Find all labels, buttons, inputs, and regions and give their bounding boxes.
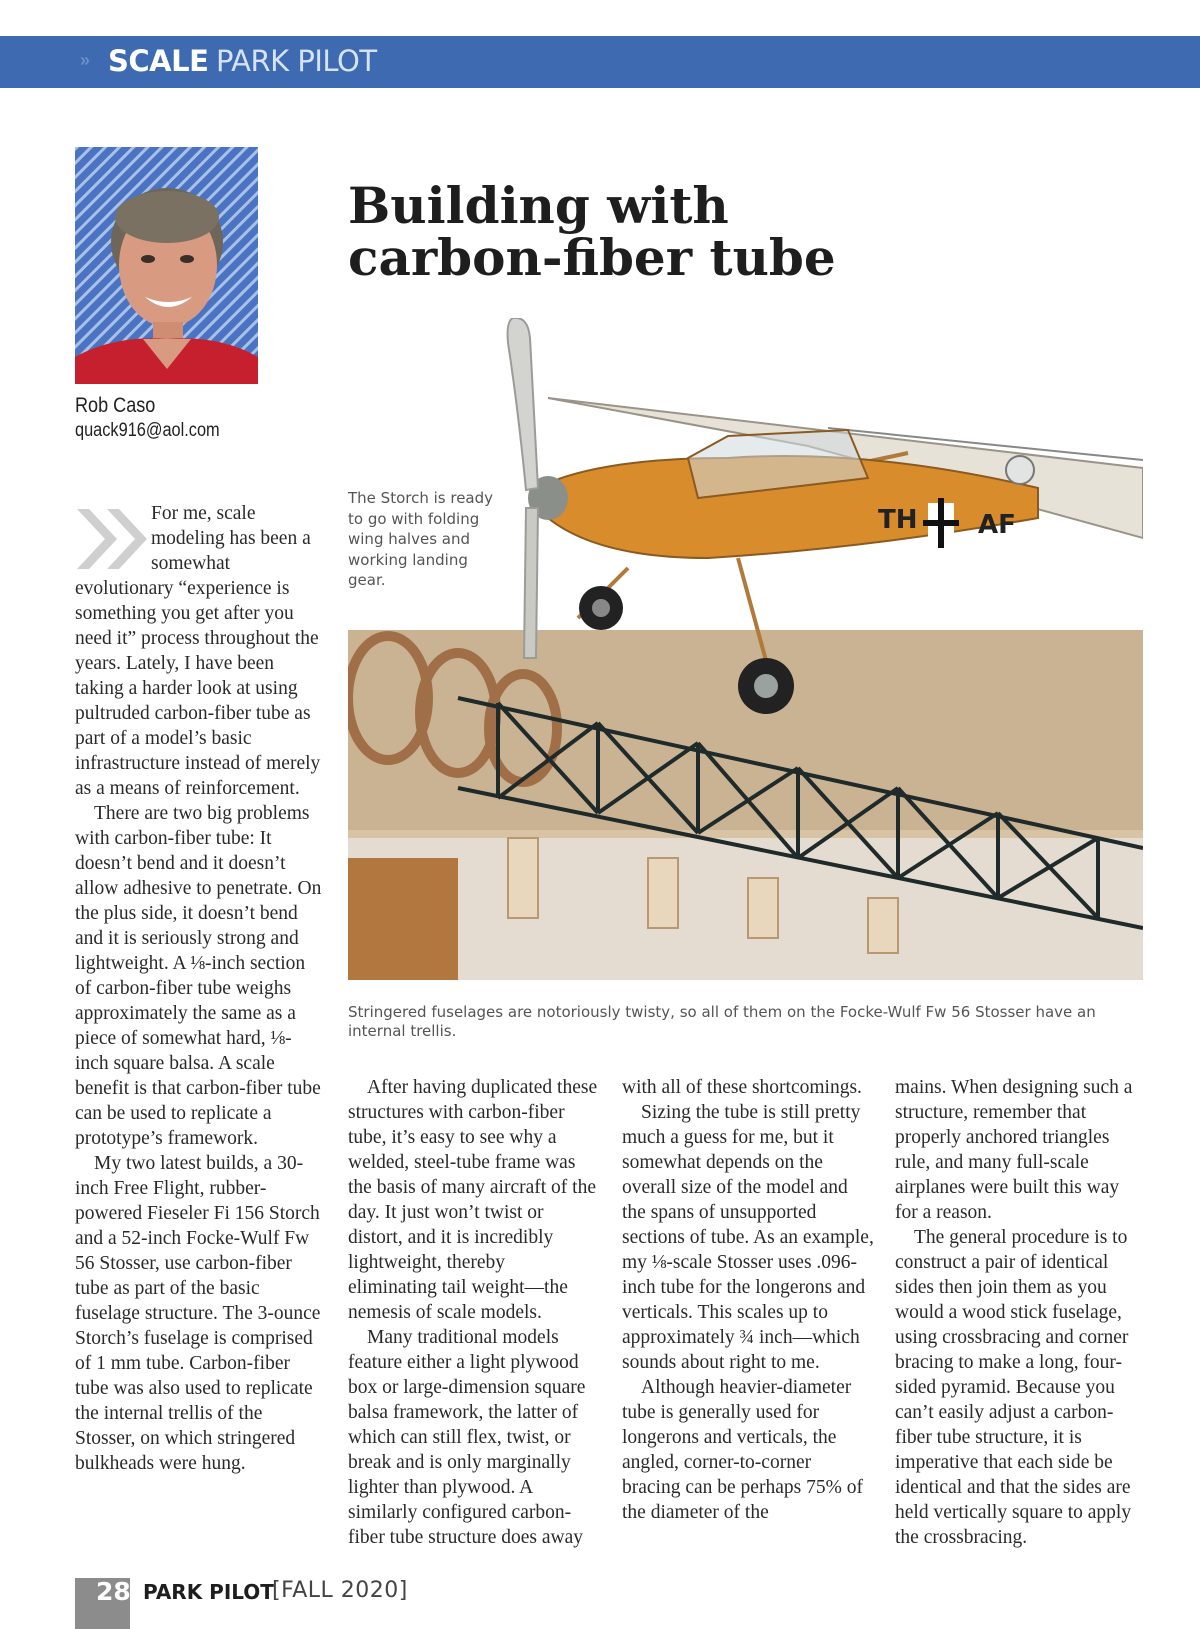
title-line-2: carbon-fiber tube (348, 228, 836, 287)
paragraph: After having duplicated these structures with carbon-fiber tube, it’s easy to see why a welded, steel-tube frame was the basis of many aircraft of the day. It just won’t twist or distort, and it is incredibly lightweight, thereby eliminating tail weight—the nemesis of scale models. (348, 1077, 598, 1323)
paragraph: My two latest builds, a 30-inch Free Flight, rubber-powered Fieseler Fi 156 Storch and a 52-inch Focke-Wulf Fw 56 Stosser, use carbon-fiber tube as part of the basic fuselage structure. The 3-ounce Storch’s fuselage is comprised of 1 mm tube. Carbon-fiber tube was also used to replicate the internal trellis of the Stosser, on which stringered bulkheads were hung. (75, 1153, 321, 1474)
paragraph: mains. When designing such a structure, remember that properly anchored triangles rule, and many full-scale airplanes were built this way for a reason. (895, 1077, 1133, 1223)
photo-caption-bottom: Stringered fuselages are notoriously twisty, so all of them on the Focke-Wulf Fw 56 Stosser have an internal trellis. (348, 1003, 1096, 1040)
photo-caption-top: The Storch is ready to go with folding wing halves and working landing gear. (348, 489, 494, 589)
author-name: Rob Caso (75, 394, 156, 417)
svg-text:AF: AF (978, 510, 1016, 540)
section-title-bold: SCALE (108, 44, 209, 78)
chevron-icon: » (80, 50, 91, 70)
title-line-1: Building with (348, 176, 729, 235)
paragraph: Although heavier-diameter tube is generally used for longerons and verticals, the angled, corner-to-corner bracing can be perhaps 75% of the diameter of the (622, 1377, 863, 1523)
article-title (348, 176, 1108, 287)
section-title-light: PARK PILOT (216, 44, 377, 78)
article-column-4 (895, 1075, 1145, 1550)
footer-magazine-name: PARK PILOT (143, 1580, 274, 1604)
footer-issue: [FALL 2020] (272, 1578, 408, 1603)
paragraph: Sizing the tube is still pretty much a guess for me, but it somewhat depends on the overall size of the model and the spans of unsupported sections of tube. As an example, my ⅛-scale Stosser uses .096-inch tube for the longerons and verticals. This scales up to approximately ¾ inch—which sounds about right to me. (622, 1102, 874, 1373)
paragraph: Many traditional models feature either a light plywood box or large-dimension square balsa framework, the latter of which can still flex, twist, or break and is only marginally lighter than plywood. A similarly configured carbon-fiber tube structure does away (348, 1327, 586, 1548)
article-column-1 (75, 501, 325, 1476)
article-column-3 (622, 1075, 874, 1525)
paragraph: There are two big problems with carbon-fiber tube: It doesn’t bend and it doesn’t allow adhesive to penetrate. On the plus side, it doesn’t bend and it is seriously strong and lightweight. A ⅛-inch section of carbon-fiber tube weighs approximately the same as a piece of somewhat hard, ⅛-inch square balsa. A scale benefit is that carbon-fiber tube can be used to replicate a prototype’s framework. (75, 803, 322, 1149)
section-header-bar (0, 36, 1200, 88)
svg-text:TH: TH (878, 505, 918, 535)
article-column-2 (348, 1075, 598, 1550)
author-photo (75, 147, 258, 384)
article-photo (348, 318, 1143, 980)
paragraph: with all of these shortcomings. (622, 1077, 862, 1098)
paragraph: The general procedure is to construct a pair of identical sides then join them as you would a wood stick fuselage, using crossbracing and corner bracing to make a long, four-sided pyramid. Because you can’t easily adjust a carbon-fiber tube structure, it is imperative that each side be identical and that the sides are held vertically square to apply the crossbracing. (895, 1227, 1132, 1548)
page-number: 28 (96, 1577, 131, 1606)
paragraph: For me, scale modeling has been a somewhat evolutionary “experience is something you get after you need it” process throughout the years. Lately, I have been taking a harder look at using pultruded carbon-fiber tube as part of a model’s basic infrastructure instead of merely as a means of reinforcement. (75, 503, 321, 799)
drop-quote-icon (75, 505, 149, 573)
author-email: quack916@aol.com (75, 420, 220, 441)
